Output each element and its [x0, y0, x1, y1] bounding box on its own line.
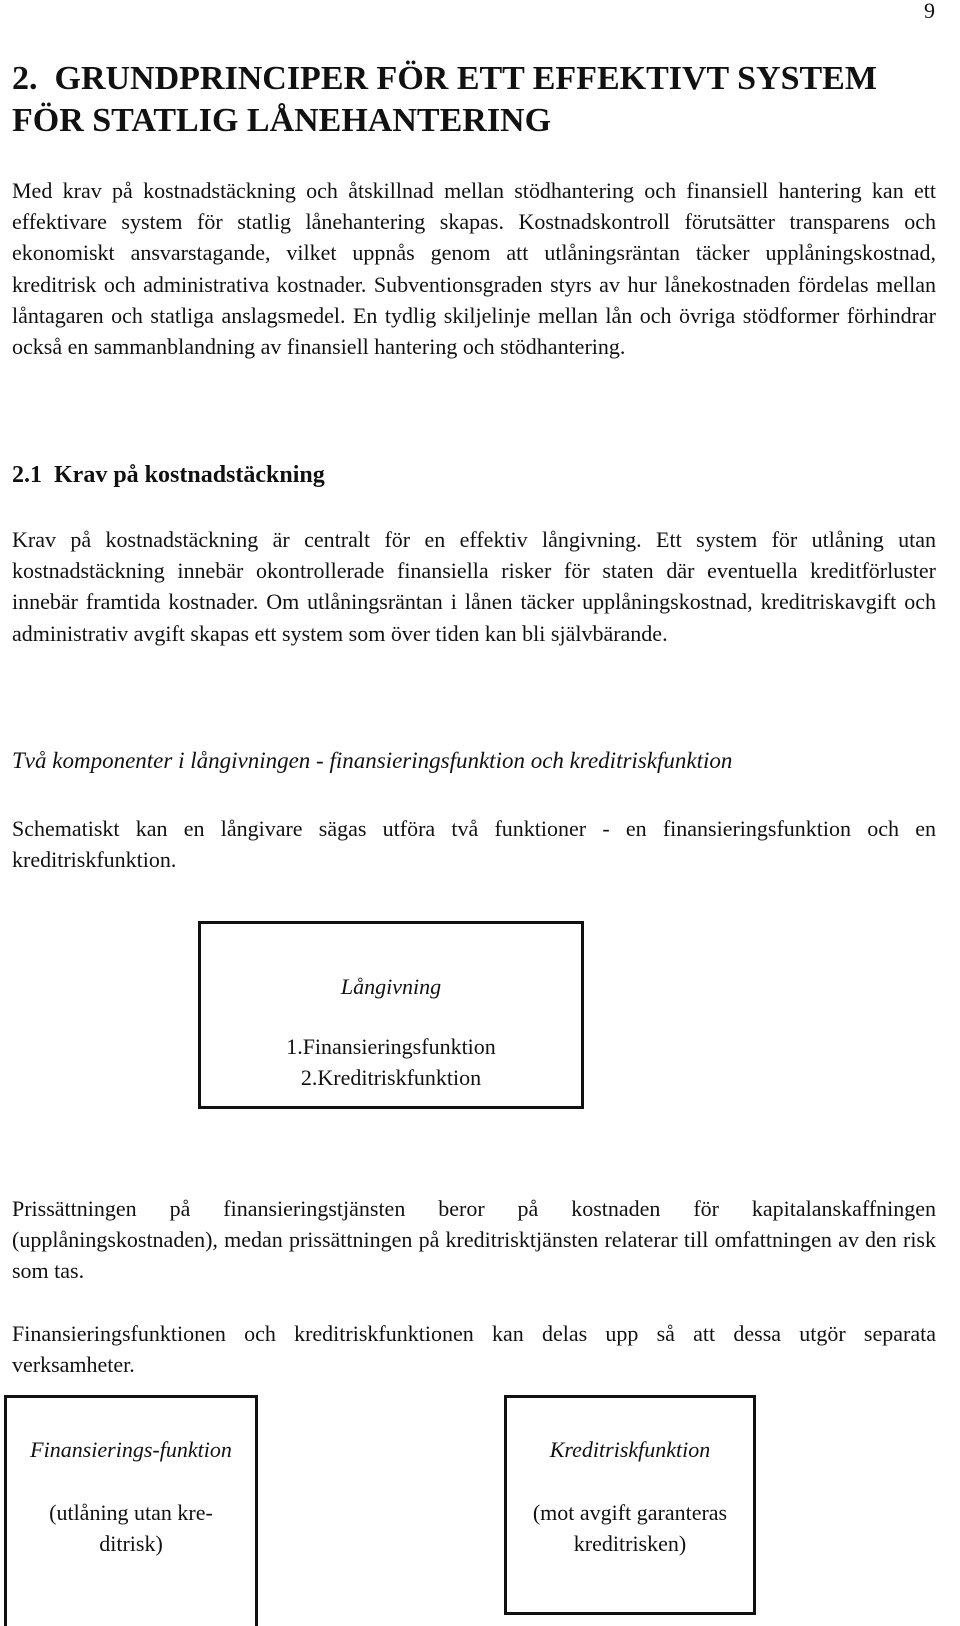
- credit-risk-box-title: Kreditriskfunktion: [549, 1437, 711, 1462]
- section-heading: 2.1 Krav på kostnadstäckning: [12, 462, 325, 488]
- page-number: 9: [924, 0, 935, 23]
- pricing-paragraph: Prissättningen på finansieringstjänsten beror på kostnaden för kapitalanskaffningen (upplåningskostnaden), medan prissättningen på kreditrisktjänsten relaterar till omfattningen av den risk som tas.: [12, 1196, 936, 1284]
- chapter-heading-line1: 2. GRUNDPRINCIPER FÖR ETT EFFEKTIVT SYSTEM: [12, 60, 877, 97]
- lending-box-item-credit-risk: 2.Kreditriskfunktion: [300, 1065, 482, 1091]
- financing-box: [4, 1395, 258, 1626]
- split-paragraph: Finansieringsfunktionen och kreditriskfunktionen kan delas upp så att dessa utgör separata verksamheter.: [12, 1321, 936, 1378]
- financing-box-description: (utlåning utan kre-ditrisk): [49, 1500, 213, 1557]
- credit-risk-box-description: (mot avgift garanteras kreditrisken): [532, 1500, 728, 1557]
- lending-box: [198, 921, 584, 1109]
- intro-paragraph: Med krav på kostnadstäckning och åtskillnad mellan stödhantering och finansiell hantering kan ett effektivare system för statlig lånehantering skapas. Kostnadskontroll förutsätter transparens och ekonomiskt ansvarstagande, vilket uppnås genom att utlåningsräntan täcker upplåningskostnad, kreditrisk och administrativa kostnader. Subventionsgraden styrs av hur lånekostnaden fördelas mellan låntagaren och statliga anslagsmedel. En tydlig skiljelinje mellan lån och övriga stödformer förhindrar också en sammanblandning av finansiell hantering och stödhantering.: [12, 178, 936, 360]
- subsection-paragraph: Schematiskt kan en långivare sägas utföra två funktioner - en finansieringsfunktion och en kreditriskfunktion.: [12, 816, 936, 873]
- credit-risk-box: [504, 1395, 756, 1615]
- chapter-heading: [12, 58, 932, 142]
- section-paragraph: Krav på kostnadstäckning är centralt för en effektiv långivning. Ett system för utlåning utan kostnadstäckning innebär okontrollerade finansiella risker för staten där eventuella kreditförluster innebär framtida kostnader. Om utlåningsräntan i lånen täcker upplåningskostnad, kreditriskavgift och administrativ avgift skapas ett system som över tiden kan bli självbärande.: [12, 527, 936, 646]
- lending-box-title: Långivning: [340, 974, 442, 999]
- chapter-heading-line2: FÖR STATLIG LÅNEHANTERING: [12, 102, 552, 139]
- subsection-heading: Två komponenter i långivningen - finansieringsfunktion och kreditriskfunktion: [12, 748, 733, 773]
- lending-box-item-financing: 1.Finansieringsfunktion: [286, 1034, 496, 1060]
- financing-box-title: Finansierings-funktion: [30, 1437, 232, 1462]
